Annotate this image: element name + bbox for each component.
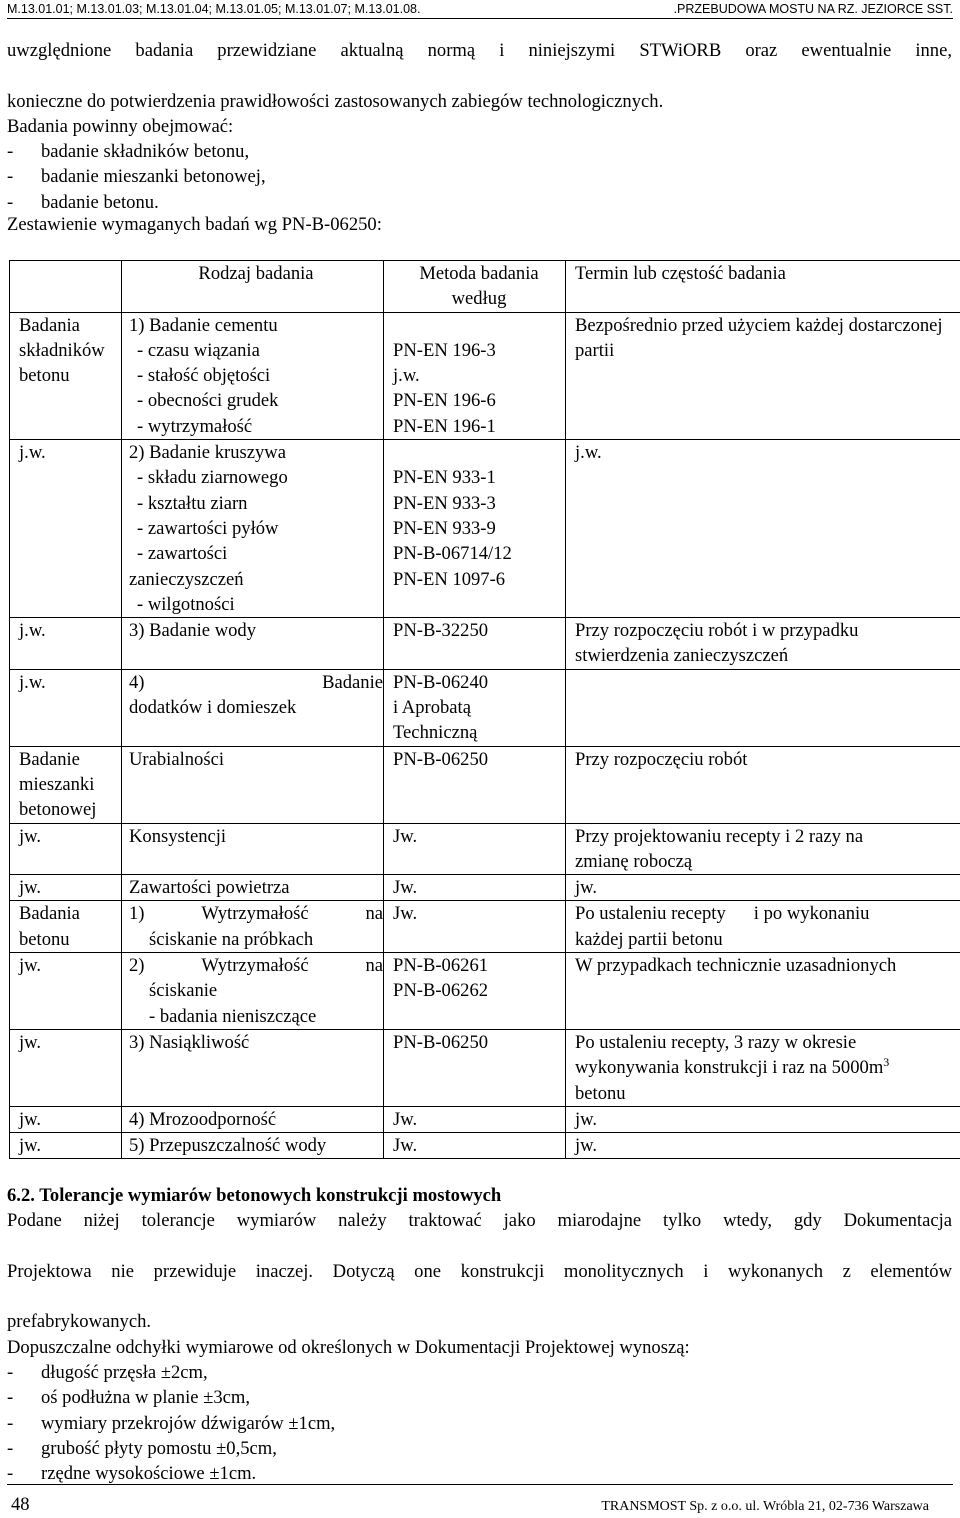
header-method: Metoda badania według [384, 261, 566, 313]
table-row [10, 823, 960, 875]
table-row [10, 746, 960, 823]
table-row [10, 312, 960, 439]
row-group: j.w. [10, 669, 122, 746]
row-kind: Urabialności [122, 746, 384, 823]
row-group: jw. [10, 1133, 122, 1159]
row-term: Przy projektowaniu recepty i 2 razy na zmianę roboczą [566, 823, 960, 875]
table-row [10, 1029, 960, 1106]
table-row [10, 875, 960, 901]
row-kind: Konsystencji [122, 823, 384, 875]
row-kind: 3) Badanie wody [122, 618, 384, 670]
row-method: Jw. [384, 1133, 566, 1159]
table-header-row [10, 261, 960, 313]
page-header [7, 0, 953, 20]
intro-list-item: - badanie betonu. [7, 191, 159, 213]
row-method: Jw. [384, 1106, 566, 1132]
tolerances-section [7, 1183, 952, 1487]
row-kind: 1) Wytrzymałość na ściskanie na próbkach [122, 901, 384, 953]
intro-lead: Badania powinny obejmować: [7, 115, 234, 137]
row-kind: 3) Nasiąkliwość [122, 1029, 384, 1106]
row-method: PN-EN 933-1 PN-EN 933-3 PN-EN 933-9 PN-B-06714/12 PN-EN 1097-6 [384, 440, 566, 618]
row-term: Bezpośrednio przed użyciem każdej dostarczonej partii [566, 312, 960, 439]
row-term: Po ustaleniu recepty, 3 razy w okresie wykonywania konstrukcji i raz na $5000m^3$ betonu [566, 1029, 960, 1106]
row-kind: 4) Badanie dodatków i domieszek [122, 669, 384, 746]
table-row [10, 1133, 960, 1159]
row-term: jw. [566, 1106, 960, 1132]
tolerance-item: - oś podłużna w planie ±3cm, [7, 1387, 251, 1409]
row-method: PN-B-06261 PN-B-06262 [384, 953, 566, 1030]
footer-rule [7, 1484, 953, 1485]
section-heading: 6.2. Tolerancje wymiarów betonowych konstrukcji mostowych [7, 1185, 502, 1206]
table-caption: Zestawienie wymaganych badań wg PN-B-06250: [7, 214, 382, 235]
row-term: jw. [566, 1133, 960, 1159]
row-term: j.w. [566, 440, 960, 618]
row-group: Badania składników betonu [10, 312, 122, 439]
table-row [10, 440, 960, 618]
row-method: PN-B-32250 [384, 618, 566, 670]
row-group: jw. [10, 1106, 122, 1132]
row-group: j.w. [10, 440, 122, 618]
intro-text [7, 38, 952, 215]
tolerance-item: - grubość płyty pomostu ±0,5cm, [7, 1437, 277, 1459]
page-footer [7, 1484, 953, 1514]
table-row [10, 618, 960, 670]
table-row [10, 901, 960, 953]
row-group: j.w. [10, 618, 122, 670]
row-method: Jw. [384, 901, 566, 953]
table-row [10, 1106, 960, 1132]
row-kind: 5) Przepuszczalność wody [122, 1133, 384, 1159]
intro-line-2: konieczne do potwierdzenia prawidłowości zastosowanych zabiegów technologicznych. [7, 90, 664, 112]
tolerance-item: - wymiary przekrojów dźwigarów ±1cm, [7, 1412, 336, 1434]
row-method: PN-B-06250 [384, 1029, 566, 1106]
section-paragraph-line: Podane niżej tolerancje wymiarów należy traktować jako miarodajne tylko wtedy, gdy Dokumentacja [7, 1210, 952, 1232]
row-kind: Zawartości powietrza [122, 875, 384, 901]
row-method: PN-B-06250 [384, 746, 566, 823]
tests-table [9, 260, 960, 1159]
header-term: Termin lub częstość badania [566, 261, 960, 313]
header-kind: Rodzaj badania [122, 261, 384, 313]
page-number: 48 [11, 1494, 30, 1515]
intro-list-item: - badanie składników betonu, [7, 141, 250, 163]
row-method: PN-B-06240 i Aprobatą Techniczną [384, 669, 566, 746]
header-spec-codes: M.13.01.01; M.13.01.03; M.13.01.04; M.13.01.05; M.13.01.07; M.13.01.08. [7, 2, 421, 16]
intro-list-item: - badanie mieszanki betonowej, [7, 166, 266, 188]
row-kind: 4) Mrozoodporność [122, 1106, 384, 1132]
section-paragraph: Dopuszczalne odchyłki wymiarowe od określonych w Dokumentacji Projektowej wynoszą: [7, 1336, 690, 1358]
row-method: PN-EN 196-3 j.w. PN-EN 196-6 PN-EN 196-1 [384, 312, 566, 439]
row-term: Przy rozpoczęciu robót [566, 746, 960, 823]
header-rule [7, 18, 953, 19]
row-group: jw. [10, 823, 122, 875]
row-method: Jw. [384, 823, 566, 875]
section-paragraph-line: prefabrykowanych. [7, 1311, 152, 1333]
row-group: Badania betonu [10, 901, 122, 953]
row-kind: 1) Badanie cementu - czasu wiązania - stałość objętości - obecności grudek - wytrzymałość [122, 312, 384, 439]
row-term: W przypadkach technicznie uzasadnionych [566, 953, 960, 1030]
table-row [10, 953, 960, 1030]
row-term [566, 669, 960, 746]
row-kind: 2) Badanie kruszywa - składu ziarnowego - kształtu ziarn - zawartości pyłów - zawartości zanieczyszczeń - wilgotności [122, 440, 384, 618]
row-kind: 2) Wytrzymałość na ściskanie - badania nieniszczące [122, 953, 384, 1030]
section-paragraph-line: Projektowa nie przewiduje inaczej. Dotyczą one konstrukcji monolitycznych i wykonanych z elementów [7, 1260, 952, 1282]
row-term: Przy rozpoczęciu robót i w przypadku stwierdzenia zanieczyszczeń [566, 618, 960, 670]
company-info: TRANSMOST Sp. z o.o. ul. Wróbla 21, 02-736 Warszawa [601, 1499, 929, 1514]
row-group: jw. [10, 875, 122, 901]
intro-line-1: uwzględnione badania przewidziane aktualną normą i niniejszymi STWiORB oraz ewentualnie inne, [7, 40, 952, 61]
header-project-title: .PRZEBUDOWA MOSTU NA RZ. JEZIORCE SST. [673, 2, 953, 16]
row-method: Jw. [384, 875, 566, 901]
tolerance-item: - długość przęsła ±2cm, [7, 1362, 208, 1384]
row-group: Badanie mieszanki betonowej [10, 746, 122, 823]
row-term: Po ustaleniu recepty i po wykonaniu każdej partii betonu [566, 901, 960, 953]
table-row [10, 669, 960, 746]
row-term: jw. [566, 875, 960, 901]
row-group: jw. [10, 953, 122, 1030]
tolerance-item: - rzędne wysokościowe ±1cm. [7, 1463, 257, 1485]
row-group: jw. [10, 1029, 122, 1106]
